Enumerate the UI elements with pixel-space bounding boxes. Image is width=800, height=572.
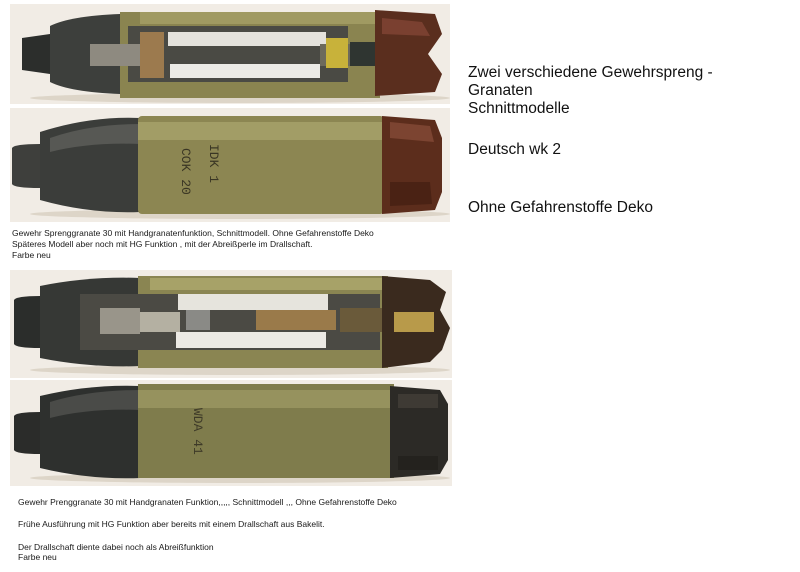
caption-grenade1-line2: Späteres Modell aber noch mit HG Funktion , mit der Abreißperle im Drallschaft. bbox=[12, 239, 313, 249]
deko-note: Ohne Gefahrenstoffe Deko bbox=[468, 199, 653, 216]
photo-grenade1-cutaway bbox=[10, 4, 450, 104]
photo-grenade1-exterior bbox=[10, 108, 450, 222]
caption-grenade2-line2: Frühe Ausführung mit HG Funktion aber bereits mit einem Drallschaft aus Bakelit. bbox=[18, 519, 325, 529]
photo-grenade2-cutaway bbox=[10, 270, 452, 378]
caption-grenade2-line3: Der Drallschaft diente dabei noch als Abreißfunktion bbox=[18, 542, 214, 552]
caption-grenade1-line3: Farbe neu bbox=[12, 250, 51, 260]
caption-grenade1-line1: Gewehr Sprenggranate 30 mit Handgranatenfunktion, Schnittmodell. Ohne Gefahrenstoffe Deko bbox=[12, 228, 374, 238]
svg-text:WDA 41: WDA 41 bbox=[190, 408, 205, 455]
caption-grenade2-line1: Gewehr Prenggranate 30 mit Handgranaten Funktion,,,,, Schnittmodell ,,, Ohne Gefahrenstoffe Deko bbox=[18, 497, 397, 507]
title-line-3: Schnittmodelle bbox=[468, 100, 570, 117]
title-line-1: Zwei verschiedene Gewehrspreng - bbox=[468, 64, 713, 81]
photo-grenade2-exterior bbox=[10, 380, 452, 486]
caption-grenade2-line4: Farbe neu bbox=[18, 552, 57, 562]
title-line-2: Granaten bbox=[468, 82, 533, 99]
svg-text:COK 20: COK 20 bbox=[178, 148, 193, 195]
svg-text:IDK 1: IDK 1 bbox=[206, 144, 221, 184]
era-label: Deutsch wk 2 bbox=[468, 141, 562, 158]
